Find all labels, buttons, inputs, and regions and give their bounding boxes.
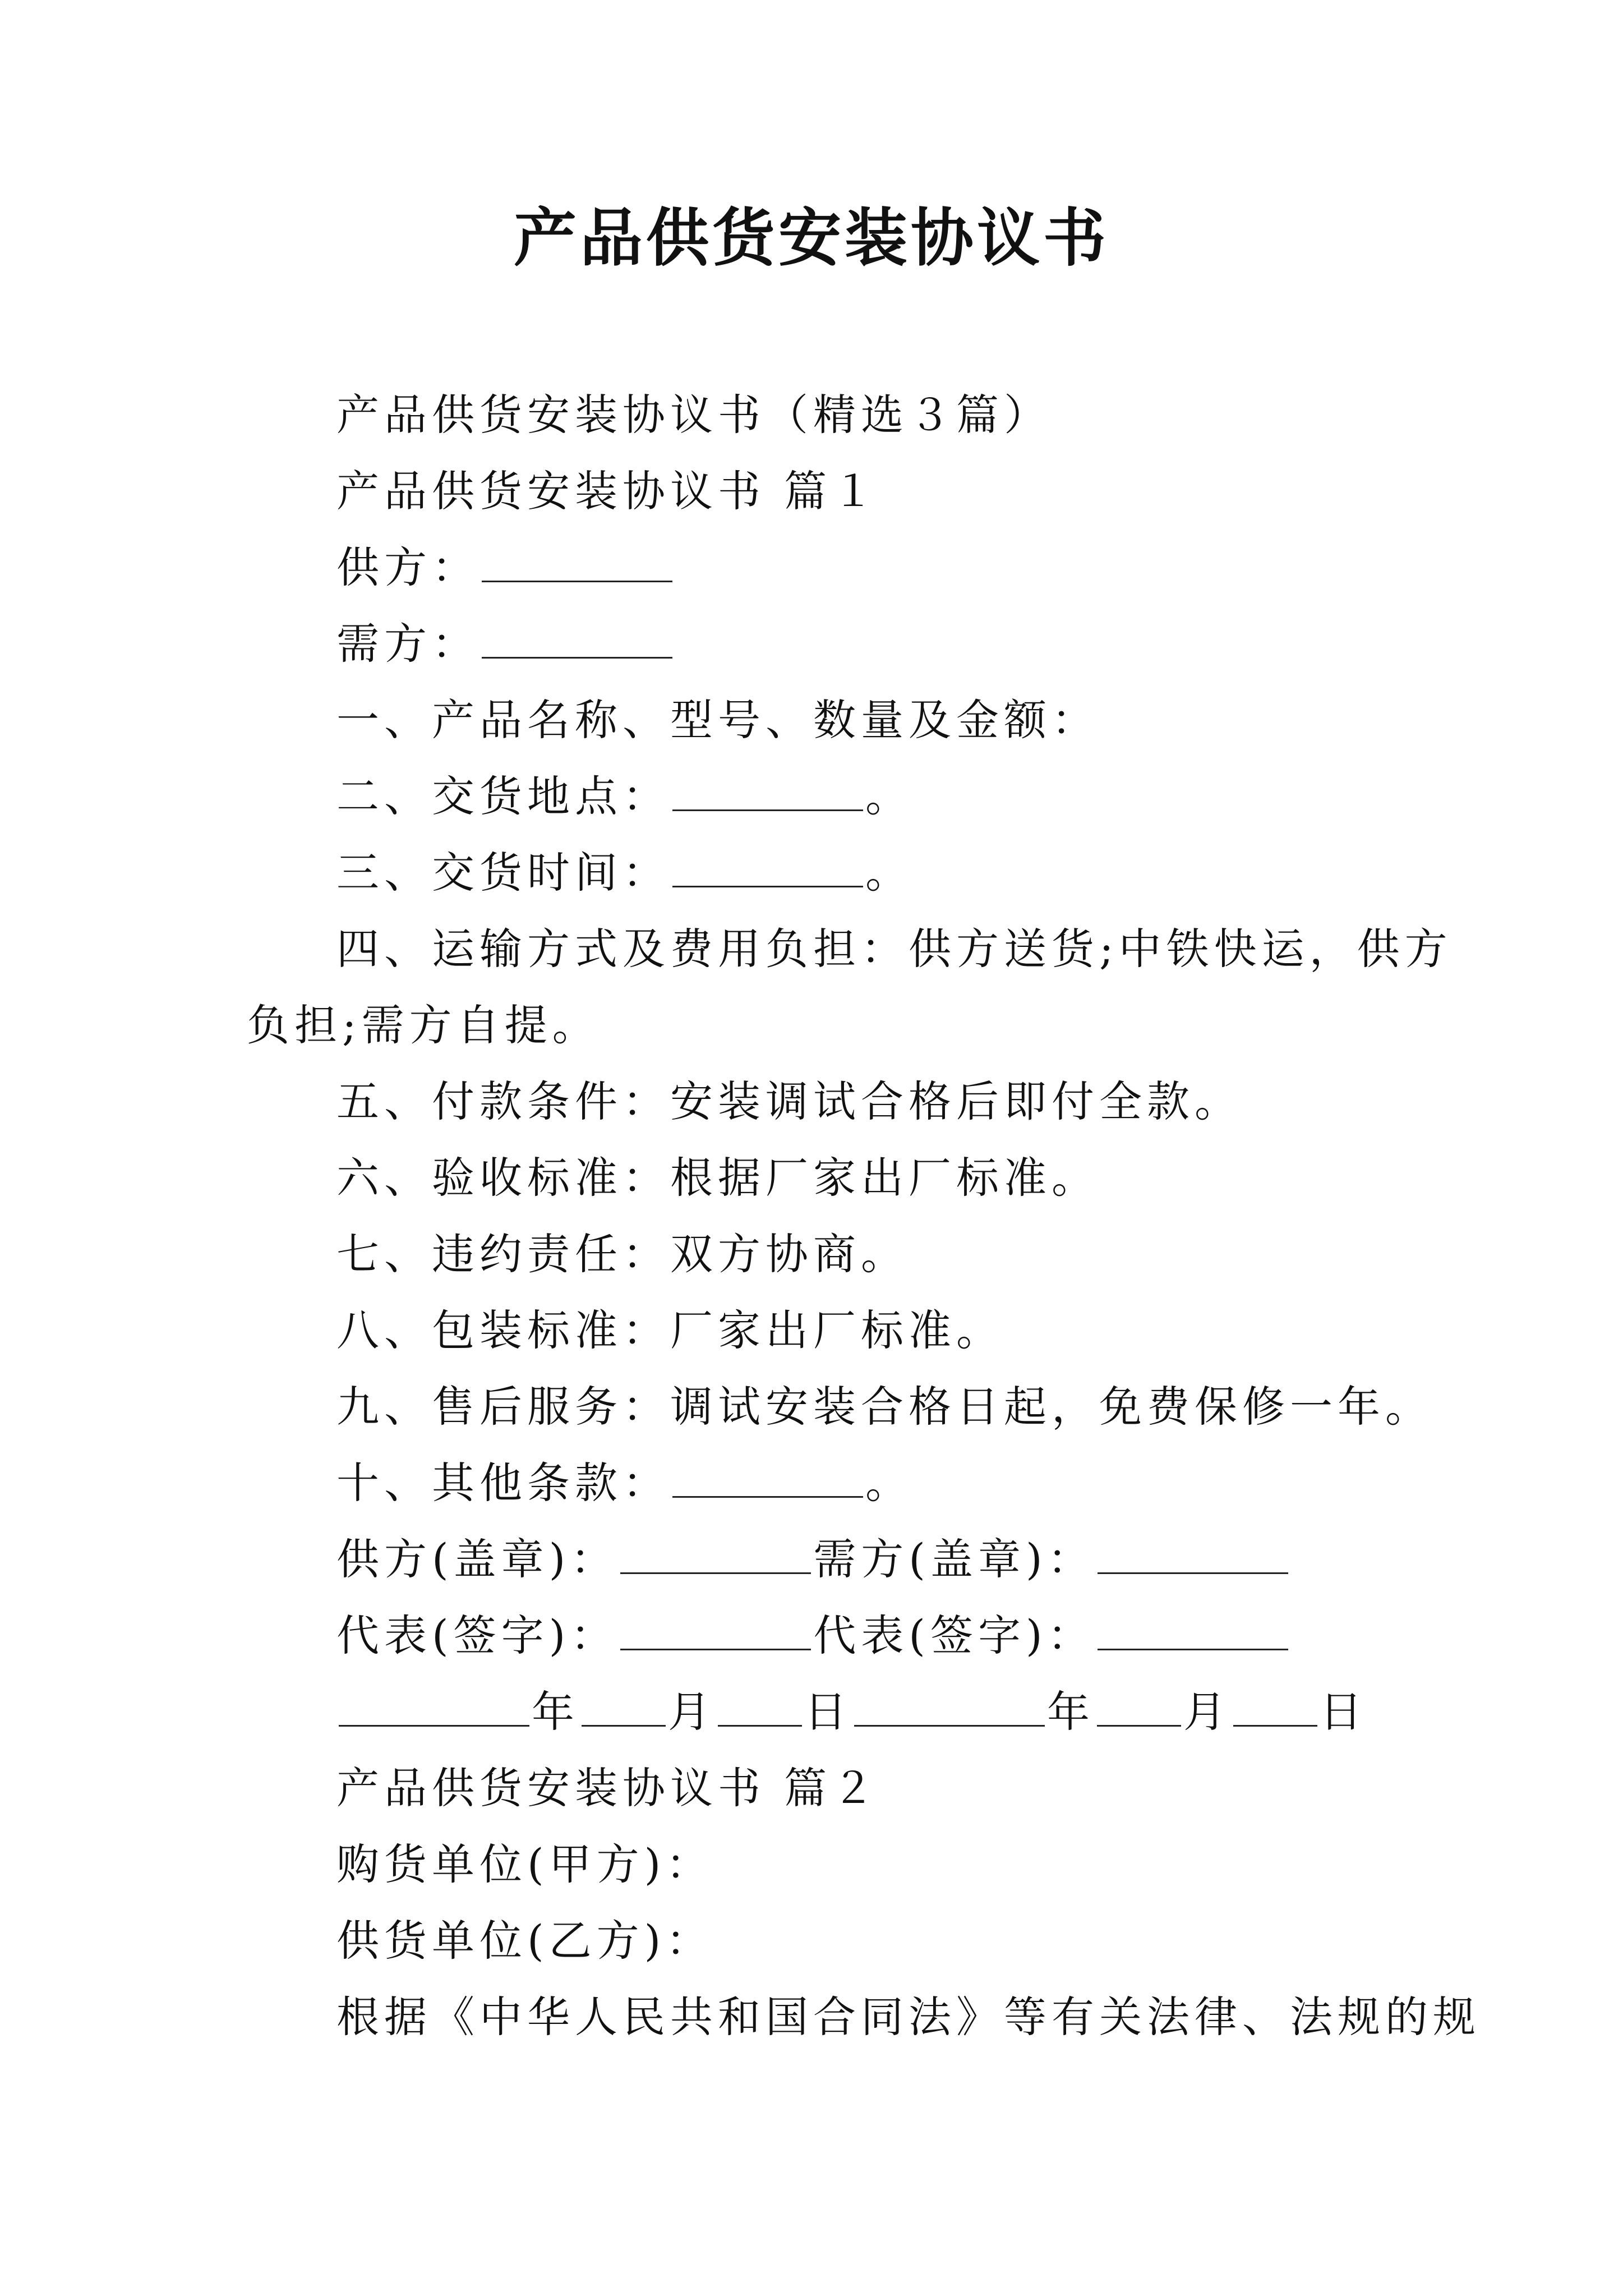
clause-5: 五、付款条件：安装调试合格后即付全款。 (336, 1076, 1242, 1126)
supplier-year-blank (339, 1687, 529, 1727)
clause-4-line-2: 负担;需方自提。 (247, 1000, 600, 1050)
buyer-day-blank (1233, 1687, 1317, 1727)
supplier-sign-blank (620, 1611, 811, 1650)
supplier-seal-label: 供方(盖章)： (336, 1534, 619, 1584)
supplier-seal-blank (620, 1534, 811, 1574)
year-label: 年 (532, 1687, 579, 1737)
date-line (336, 1684, 1367, 1740)
buyer-seal-label: 需方(盖章)： (813, 1534, 1095, 1584)
clause-10 (336, 1455, 913, 1511)
supplier-label: 供方： (336, 542, 479, 592)
buyer-sign-label: 代表(签字)： (813, 1611, 1095, 1660)
buyer-month-blank (1097, 1687, 1181, 1727)
month-label: 月 (668, 1687, 716, 1737)
clause-4-line-1: 四、运输方式及费用负担：供方送货;中铁快运，供方 (336, 924, 1453, 974)
clause-6: 六、验收标准：根据厂家出厂标准。 (336, 1153, 1099, 1203)
buyer-sign-blank (1098, 1611, 1288, 1650)
clause-2 (336, 769, 913, 825)
year-label: 年 (1047, 1687, 1095, 1737)
clause-3-period: 。 (865, 848, 913, 898)
clause-3-label: 三、交货时间： (336, 848, 670, 898)
section-heading-part2: 产品供货安装协议书 篇２ (336, 1763, 880, 1813)
seal-line (336, 1531, 1290, 1588)
intro-paragraph: 根据《中华人民共和国合同法》等有关法律、法规的规 (336, 1992, 1481, 2042)
delivery-place-blank (672, 771, 863, 811)
delivery-time-blank (672, 848, 863, 887)
month-label: 月 (1183, 1687, 1231, 1737)
supplier-sign-label: 代表(签字)： (336, 1611, 619, 1660)
document-subtitle: 产品供货安装协议书（精选３篇） (336, 390, 1052, 440)
buyer-seal-blank (1098, 1534, 1288, 1574)
buyer-year-blank (854, 1687, 1045, 1727)
supplier-month-blank (582, 1687, 666, 1727)
supplier-line (336, 540, 675, 596)
clause-7: 七、违约责任：双方协商。 (336, 1229, 909, 1279)
clause-10-period: 。 (865, 1458, 913, 1508)
buyer-line (336, 616, 675, 672)
clause-9: 九、售后服务：调试安装合格日起，免费保修一年。 (336, 1382, 1433, 1432)
clause-8: 八、包装标准：厂家出厂标准。 (336, 1305, 1004, 1355)
party-a-line: 购货单位(甲方)： (336, 1839, 714, 1889)
clause-1: 一、产品名称、型号、数量及金额： (336, 695, 1099, 745)
supplier-blank (482, 542, 672, 582)
other-terms-blank (672, 1458, 863, 1498)
supplier-day-blank (718, 1687, 802, 1727)
section-heading-part1: 产品供货安装协议书 篇１ (336, 466, 880, 516)
clause-2-period: 。 (865, 771, 913, 821)
buyer-blank (482, 619, 672, 659)
document-title: 产品供货安装协议书 (514, 201, 1109, 275)
day-label: 日 (804, 1687, 852, 1737)
signature-line (336, 1608, 1290, 1664)
buyer-label: 需方： (336, 619, 479, 669)
party-b-line: 供货单位(乙方)： (336, 1916, 714, 1966)
clause-10-label: 十、其他条款： (336, 1458, 670, 1508)
clause-3 (336, 845, 913, 901)
day-label: 日 (1320, 1687, 1367, 1737)
clause-2-label: 二、交货地点： (336, 771, 670, 821)
